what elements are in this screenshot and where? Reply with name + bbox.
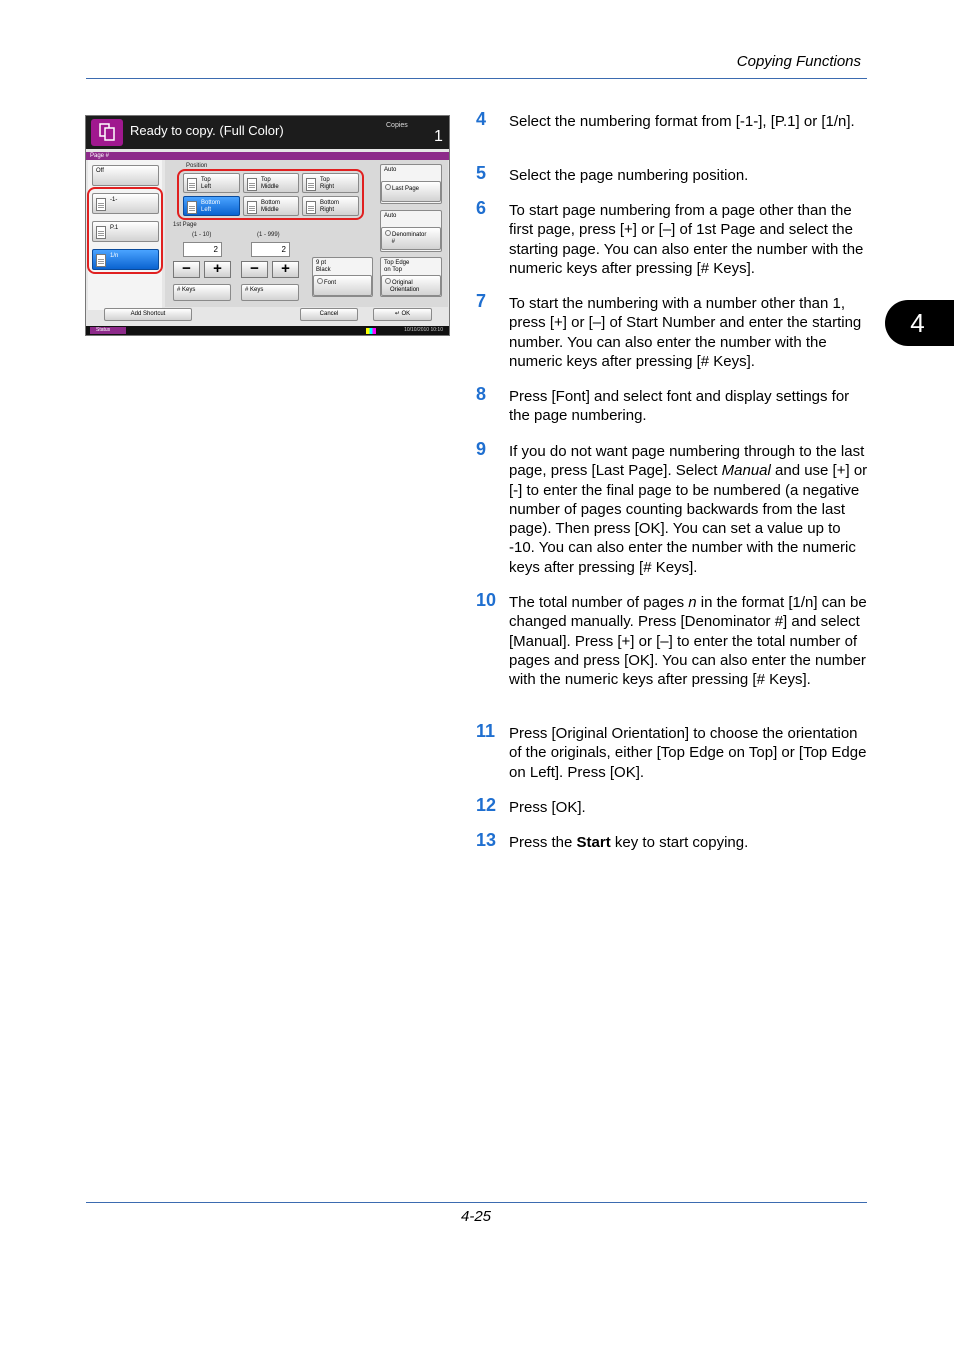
ok-button[interactable] [373, 308, 432, 321]
step-text: To start page numbering from a page other than the first page, press [+] or [–] of 1st Page and select the starting page. You can also enter the number with the numeric keys after pressing [# Keys]. [509, 202, 864, 277]
start-number-value[interactable]: 2 [251, 242, 290, 257]
radio-dot-icon [385, 230, 391, 236]
step-7 [476, 291, 868, 371]
step-number: 5 [476, 163, 487, 183]
step-text: Press [Original Orientation] to choose the orientation of the originals, either [Top Edge on Top] or [Top Edge on Left]. Press [OK]. [509, 725, 867, 781]
denominator-label: Denominator [392, 232, 427, 238]
step-number: 11 [476, 721, 496, 741]
step-number: 9 [476, 439, 487, 459]
format-off-label: Off [96, 168, 104, 174]
step-text: Press the Start key to start copying. [509, 834, 749, 851]
step-number: 8 [476, 384, 487, 404]
orientation-label-2: Orientation [390, 287, 420, 293]
step-text: Select the page numbering position. [509, 167, 749, 184]
position-highlight [177, 169, 364, 220]
settings-area [165, 160, 448, 307]
step-10 [476, 590, 868, 689]
step-13 [476, 830, 868, 852]
panel-title-bar: Page # [86, 152, 449, 160]
step-8 [476, 384, 868, 426]
start-number-keys-button[interactable] [241, 284, 299, 301]
radio-dot-icon [317, 278, 323, 284]
original-orientation-button[interactable] [381, 275, 441, 296]
copy-icon [91, 119, 123, 146]
start-number-plus-button[interactable]: + [272, 261, 299, 278]
step-text: To start the numbering with a number other than 1, press [+] or [–] of Start Number and enter the starting number. You can also enter the number with the numeric keys after pressing [# Keys]. [509, 295, 862, 370]
cancel-button[interactable] [300, 308, 358, 321]
copier-panel-screenshot [85, 115, 450, 336]
format-dash-label: -1- [110, 197, 118, 203]
chapter-tab: 4 [885, 300, 954, 346]
enter-icon: ↵ [394, 311, 402, 317]
step-number: 6 [476, 198, 487, 218]
keys-label: # Keys [177, 287, 196, 293]
font-button[interactable] [313, 275, 372, 296]
format-highlight [87, 187, 163, 274]
radio-dot-icon [385, 278, 391, 284]
toner-icon [366, 328, 376, 334]
first-page-label: 1st Page [173, 222, 197, 228]
font-color-value: Black [316, 267, 331, 273]
step-number: 12 [476, 795, 497, 815]
step-text: The total number of pages n in the format [1/n] can be changed manually. Press [Denominator #] and select [Manual]. Press [+] or [–] to enter the total number of pages and press [OK]. You can also enter the number with the numeric keys after pressing [# Keys]. [509, 594, 867, 689]
position-label-text: Top Right [320, 177, 335, 190]
panel-top-bar [86, 116, 449, 149]
last-page-label: Last Page [392, 186, 420, 192]
position-label-text: Bottom Right [320, 200, 340, 213]
page-number: 4-25 [461, 1208, 492, 1225]
denominator-value: Auto [384, 213, 397, 219]
step-11 [476, 721, 868, 782]
status-bar [86, 326, 449, 335]
radio-dot-icon [385, 184, 391, 190]
orientation-label-1: Original [392, 280, 413, 286]
status-message: Ready to copy. (Full Color) [130, 123, 284, 138]
step-text: If you do not want page numbering through to the last page, press [Last Page]. Select Manual and use [+] or [-] to enter the final page to be numbered (a negative number of pages counting backwards from the last page). Then press [OK]. You can set a value up to -10. You can also enter the number with the numeric keys after pressing [# Keys]. [509, 443, 868, 576]
last-page-button[interactable] [381, 181, 441, 202]
step-5 [476, 163, 868, 185]
header-rule [86, 78, 867, 79]
font-size-value: 9 pt [316, 260, 327, 266]
format-1n-label: 1/n [110, 253, 119, 259]
footer-rule [86, 1202, 867, 1203]
step-number: 10 [476, 590, 497, 610]
step-text: Select the numbering format from [-1-], [P.1] or [1/n]. [509, 113, 855, 130]
ok-label: OK [401, 311, 411, 317]
section-title: Copying Functions [736, 53, 861, 70]
denominator-button[interactable] [381, 227, 441, 250]
step-number: 13 [476, 830, 497, 850]
datetime: 10/10/2010 10:10 [404, 327, 443, 333]
step-number: 7 [476, 291, 487, 311]
cancel-label: Cancel [319, 311, 339, 317]
copies-count: 1 [434, 128, 443, 145]
first-page-plus-button[interactable]: + [204, 261, 231, 278]
step-text: Press [OK]. [509, 799, 586, 816]
font-button-label: Font [324, 280, 337, 286]
position-label: Position [186, 163, 208, 169]
step-9 [476, 439, 868, 577]
add-shortcut-button[interactable] [104, 308, 192, 321]
orientation-value-2: on Top [384, 267, 402, 273]
first-page-minus-button[interactable]: − [173, 261, 200, 278]
copies-label: Copies [386, 122, 408, 129]
first-page-value[interactable]: 2 [183, 242, 222, 257]
step-text: Press [Font] and select font and display settings for the page numbering. [509, 388, 850, 425]
first-page-range: (1 - 10) [192, 232, 212, 238]
format-p1-label: P.1 [110, 225, 119, 231]
orientation-value-1: Top Edge [384, 260, 410, 266]
step-6 [476, 198, 868, 278]
start-number-minus-button[interactable]: − [241, 261, 268, 278]
step-12 [476, 795, 868, 817]
position-label-text: Bottom Left [201, 200, 221, 213]
step-4 [476, 109, 868, 131]
start-number-range: (1 - 999) [257, 232, 280, 238]
keys-label: # Keys [245, 287, 264, 293]
position-label-text: Top Middle [261, 177, 279, 190]
last-page-value: Auto [384, 167, 397, 173]
add-shortcut-label: Add Shortcut [130, 311, 166, 317]
format-off-button[interactable] [92, 165, 159, 186]
step-number: 4 [476, 109, 487, 129]
status-tab[interactable]: Status [90, 327, 126, 334]
denominator-hash: # [391, 239, 396, 245]
first-page-keys-button[interactable] [173, 284, 231, 301]
position-label-text: Bottom Middle [261, 200, 281, 213]
position-label-text: Top Left [201, 177, 212, 190]
